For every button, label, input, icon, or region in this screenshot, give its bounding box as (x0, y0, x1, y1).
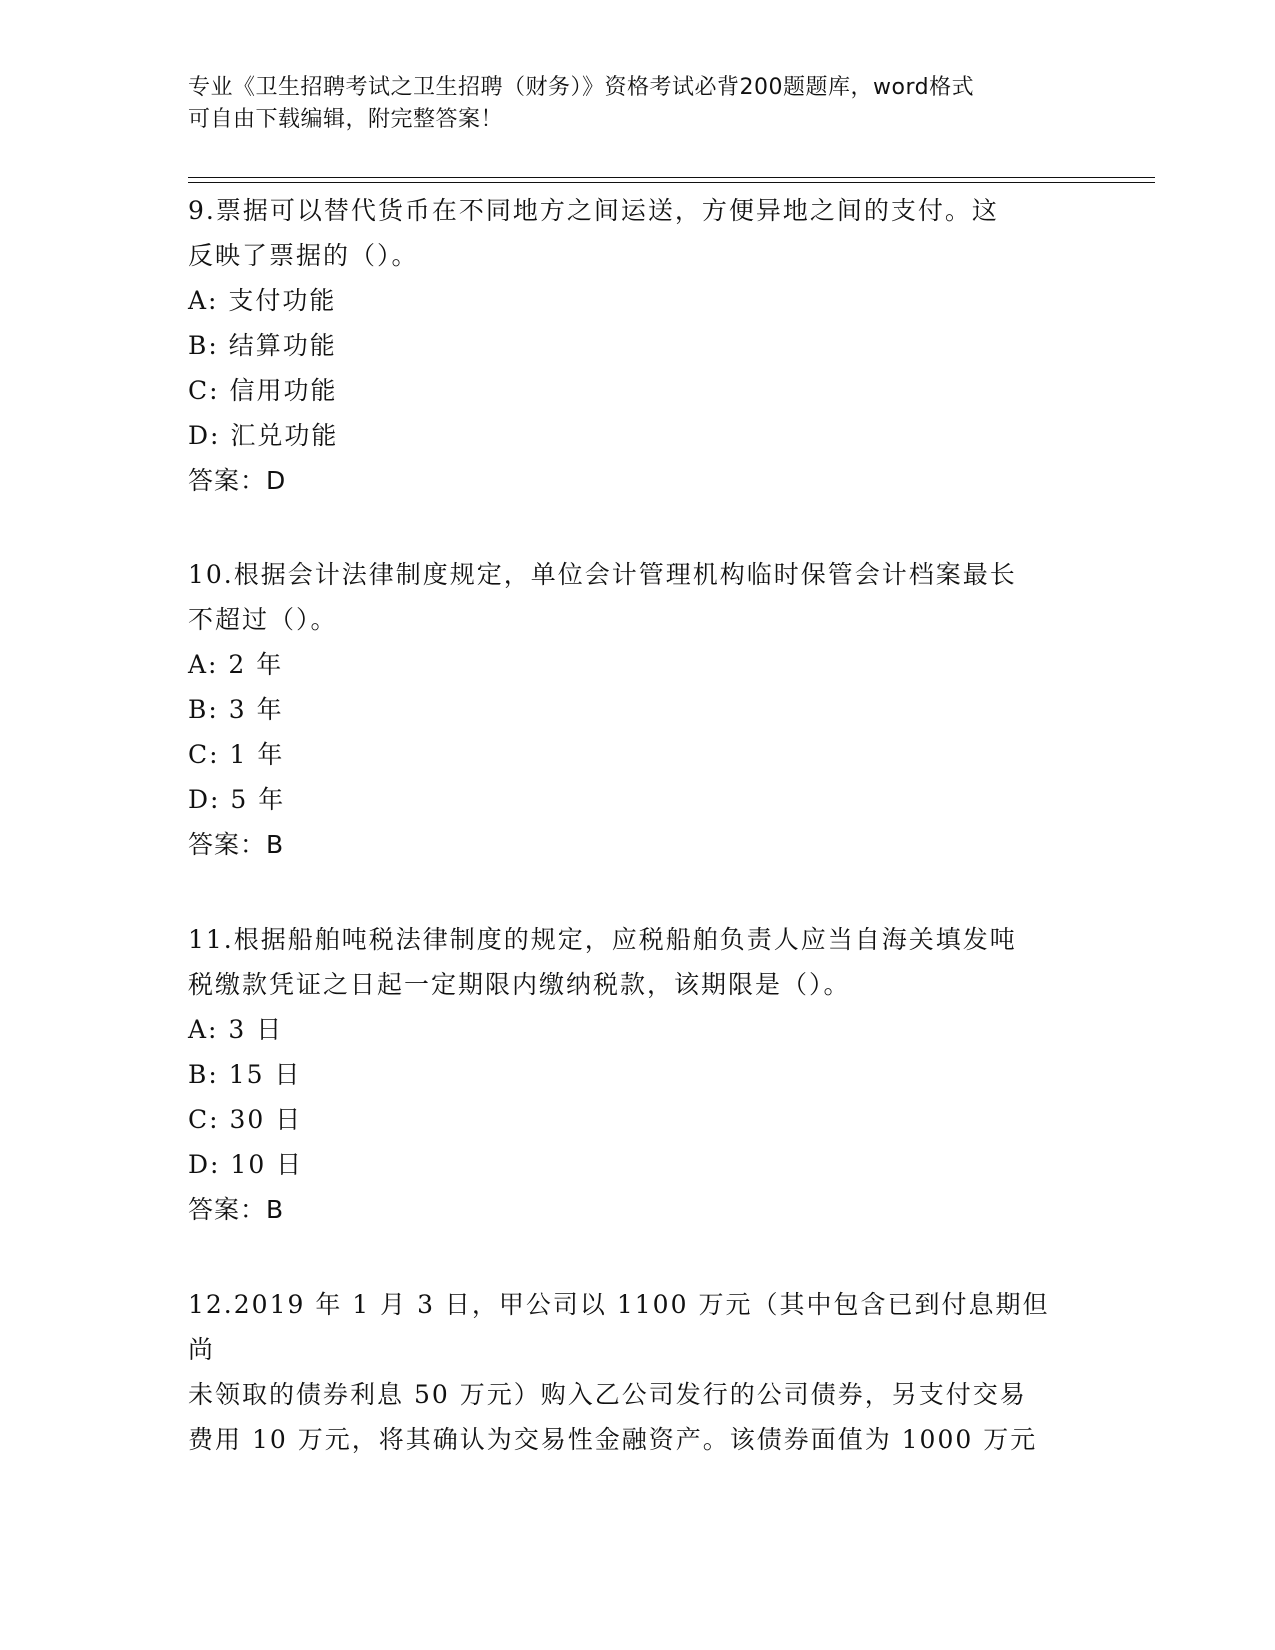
header-divider-top (188, 177, 1155, 178)
option-d: D: 汇兑功能 (188, 421, 339, 450)
option-a: A: 2 年 (188, 650, 284, 679)
question-stem-line: 9.票据可以替代货币在不同地方之间运送，方便异地之间的支付。这 (188, 196, 999, 225)
answer: 答案：B (188, 1195, 285, 1224)
header-divider-bottom (188, 182, 1155, 183)
header-line-1: 专业《卫生招聘考试之卫生招聘（财务）》资格考试必背200题题库，word格式 (188, 75, 975, 100)
question-11 (188, 917, 1068, 1232)
question-stem-line: 12.2019 年 1 月 3 日，甲公司以 1100 万元（其中包含已到付息期但尚 (188, 1290, 1050, 1364)
question-stem-line: 11.根据船舶吨税法律制度的规定，应税船舶负责人应当自海关填发吨 (188, 925, 1017, 954)
answer: 答案：B (188, 830, 285, 859)
question-stem-line: 未领取的债券利息 50 万元）购入乙公司发行的公司债券，另支付交易 (188, 1380, 1027, 1409)
option-c: C: 30 日 (188, 1105, 303, 1134)
question-stem-line: 费用 10 万元，将其确认为交易性金融资产。该债券面值为 1000 万元 (188, 1425, 1038, 1454)
question-stem-line: 反映了票据的（）。 (188, 241, 419, 270)
option-a: A: 3 日 (188, 1015, 284, 1044)
option-c: C: 1 年 (188, 740, 285, 769)
option-d: D: 5 年 (188, 785, 286, 814)
option-a: A: 支付功能 (188, 286, 337, 315)
document-header (188, 72, 1088, 136)
option-b: B: 结算功能 (188, 331, 337, 360)
question-9 (188, 188, 1068, 503)
header-line-2: 可自由下载编辑，附完整答案！ (188, 107, 504, 132)
question-10 (188, 552, 1068, 867)
option-d: D: 10 日 (188, 1150, 304, 1179)
option-c: C: 信用功能 (188, 376, 338, 405)
option-b: B: 15 日 (188, 1060, 302, 1089)
question-stem-line: 10.根据会计法律制度规定，单位会计管理机构临时保管会计档案最长 (188, 560, 1017, 589)
question-12 (188, 1282, 1068, 1462)
answer: 答案：D (188, 466, 287, 495)
option-b: B: 3 年 (188, 695, 284, 724)
question-stem-line: 不超过（）。 (188, 605, 338, 634)
question-stem-line: 税缴款凭证之日起一定期限内缴纳税款，该期限是（）。 (188, 970, 851, 999)
